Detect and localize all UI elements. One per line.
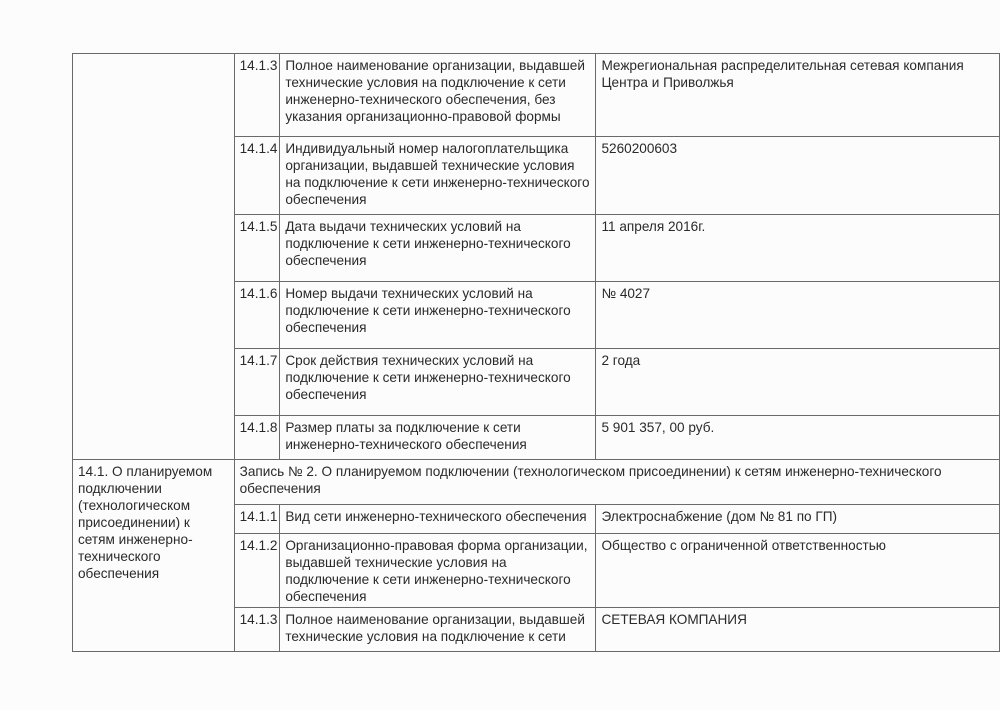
item-number: 14.1.7 (234, 349, 280, 416)
item-label: Полное наименование организации, выдавшей технические условия на подключение к сети инженерно-технического обеспечения, без указания организационно-правовой формы (280, 54, 596, 137)
item-value: Общество с ограниченной ответственностью (596, 534, 1000, 608)
item-number: 14.1.3 (234, 608, 280, 652)
item-number: 14.1.5 (234, 215, 280, 282)
item-number: 14.1.8 (234, 416, 280, 460)
item-value: Межрегиональная распределительная сетевая компания Центра и Приволжья (596, 54, 1000, 137)
item-number: 14.1.6 (234, 282, 280, 349)
section-heading: 14.1. О планируемом подключении (технологическом присоединении) к сетям инженерно-технического обеспечения (73, 460, 235, 652)
item-value: № 4027 (596, 282, 1000, 349)
record-header-row (73, 460, 1000, 505)
table-row (73, 54, 1000, 137)
disclosure-table (72, 53, 1000, 652)
item-label: Дата выдачи технических условий на подключение к сети инженерно-технического обеспечения (280, 215, 596, 282)
item-number: 14.1.3 (234, 54, 280, 137)
item-label: Срок действия технических условий на подключение к сети инженерно-технического обеспечения (280, 349, 596, 416)
item-value: СЕТЕВАЯ КОМПАНИЯ (596, 608, 1000, 652)
item-label: Индивидуальный номер налогоплательщика организации, выдавшей технические условия на подключение к сети инженерно-технического обеспечения (280, 137, 596, 215)
record-title: Запись № 2. О планируемом подключении (технологическом присоединении) к сетям инженерно-технического обеспечения (234, 460, 999, 505)
item-value: 2 года (596, 349, 1000, 416)
item-value: 5260200603 (596, 137, 1000, 215)
item-label: Вид сети инженерно-технического обеспечения (280, 505, 596, 534)
item-number: 14.1.2 (234, 534, 280, 608)
item-number: 14.1.1 (234, 505, 280, 534)
item-number: 14.1.4 (234, 137, 280, 215)
item-label: Организационно-правовая форма организации, выдавшей технические условия на подключение к сети инженерно-технического обеспечения (280, 534, 596, 608)
item-value: 5 901 357, 00 руб. (596, 416, 1000, 460)
item-label: Номер выдачи технических условий на подключение к сети инженерно-технического обеспечения (280, 282, 596, 349)
item-value: 11 апреля 2016г. (596, 215, 1000, 282)
item-label: Размер платы за подключение к сети инженерно-технического обеспечения (280, 416, 596, 460)
item-label: Полное наименование организации, выдавшей технические условия на подключение к сети (280, 608, 596, 652)
section-heading-cell-empty (73, 54, 235, 460)
item-value: Электроснабжение (дом № 81 по ГП) (596, 505, 1000, 534)
